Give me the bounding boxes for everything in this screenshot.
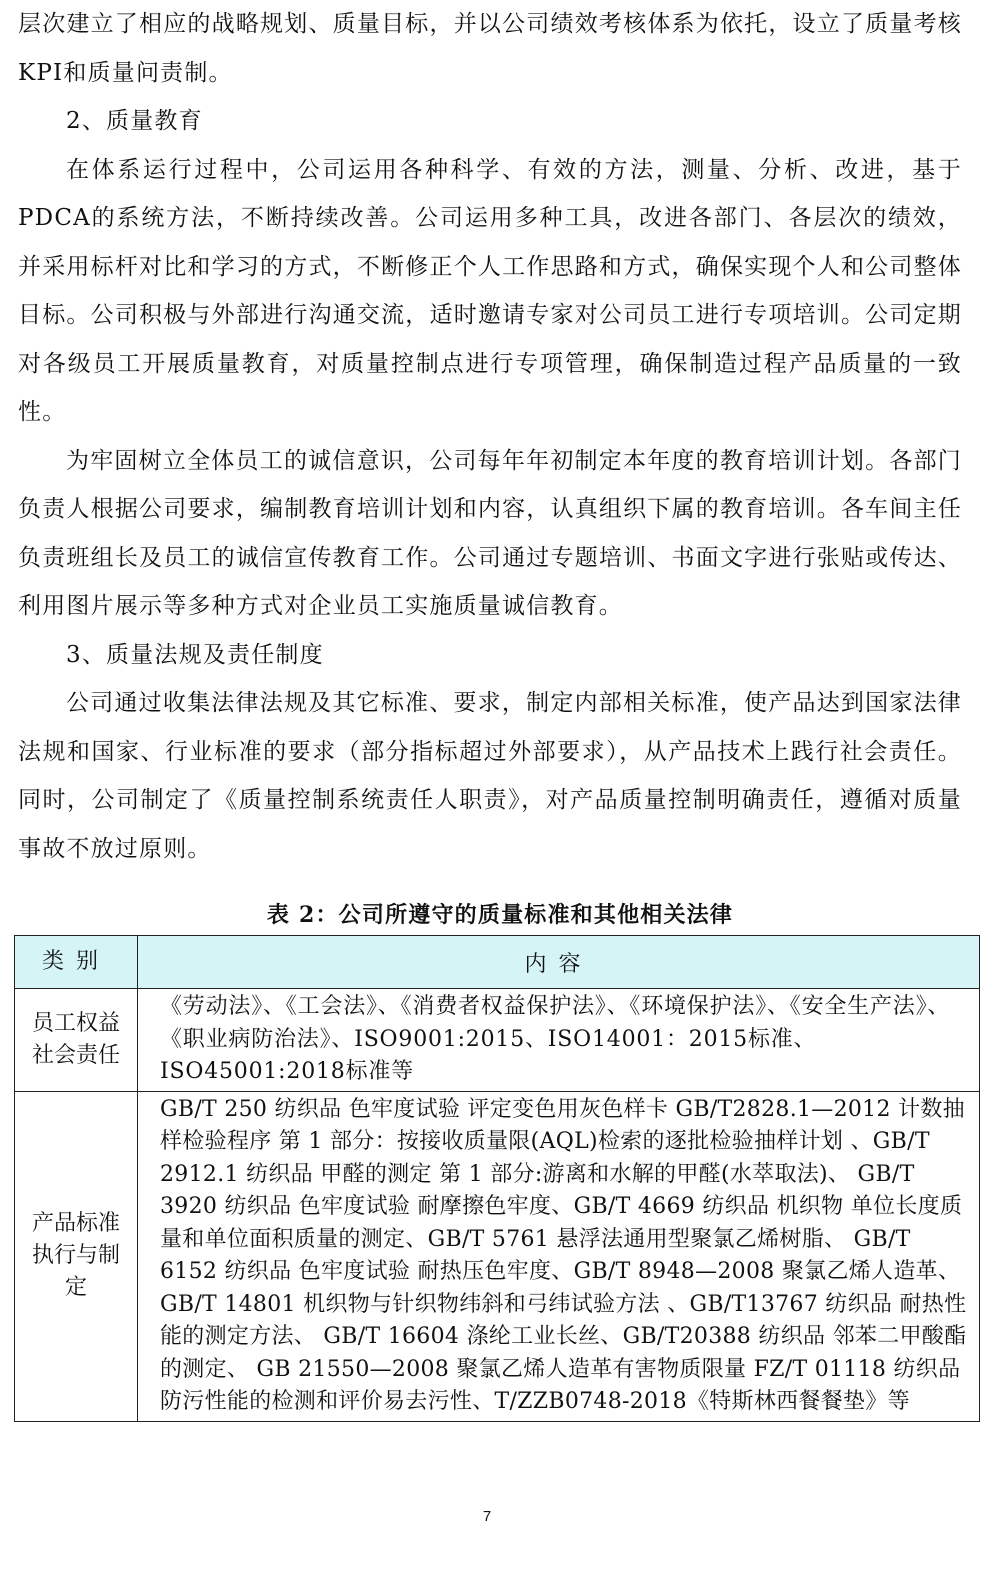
section-heading-quality-education: 2、质量教育 (66, 108, 203, 134)
paragraph-regulations: 公司通过收集法律法规及其它标准、要求，制定内部相关标准，使产品达到国家法律法规和国家、行业标准的要求（部分指标超过外部要求），从产品技术上践行社会责任。同时，公司制定了《质量控制系统责任人职责》，对产品质量控制明确责任，遵循对质量事故不放过原则。 (18, 690, 962, 862)
standards-table (14, 935, 980, 1422)
section-heading-regulations: 3、质量法规及责任制度 (66, 641, 324, 668)
category-label: 社会责任 (31, 1042, 120, 1068)
row-content-laws: 《劳动法》、《工会法》、《消费者权益保护法》、《环境保护法》、《安全生产法》、《职业病防治法》、ISO9001:2015、ISO14001：2015标准、ISO45001:2018标准等 (138, 989, 980, 1092)
table-header-row (15, 936, 980, 989)
category-label: 执行与制 (31, 1243, 120, 1268)
category-label: 定 (64, 1275, 87, 1300)
paragraph-quality-education-2: 为牢固树立全体员工的诚信意识，公司每年年初制定本年度的教育培训计划。各部门负责人根据公司要求，编制教育培训计划和内容，认真组织下属的教育培训。各车间主任负责班组长及员工的诚信宣传教育工作。公司通过专题培训、书面文字进行张贴或传达、利用图片展示等多种方式对企业员工实施质量诚信教育。 (18, 447, 962, 619)
category-label: 员工权益 (31, 1010, 120, 1036)
page-number: 7 (482, 1508, 492, 1525)
category-label: 产品标准 (31, 1211, 120, 1236)
row-category-product-standards (15, 1091, 138, 1421)
row-content-standards: GB/T 250 纺织品 色牢度试验 评定变色用灰色样卡 GB/T2828.1—2012 计数抽样检验程序 第 1 部分：按接收质量限(AQL)检索的逐批检验抽样计划 、GB/T 2912.1 纺织品 甲醛的测定 第 1 部分:游离和水解的甲醛(水萃取法)、 GB/T 3920 纺织品 色牢度试验 耐摩擦色牢度、GB/T 4669 纺织品 机织物 单位长度质量和单位面积质量的测定、GB/T 5761 悬浮法通用型聚氯乙烯树脂、 GB/T 6152 纺织品 色牢度试验 耐热压色牢度、GB/T 8948—2008 聚氯乙烯人造革、 GB/T 14801 机织物与针织物纬斜和弓纬试验方法 、GB/T13767 纺织品 耐热性能的测定方法、 GB/T 16604 涤纶工业长丝、GB/T20388 纺织品 邻苯二甲酸酯的测定、 GB 21550—2008 聚氯乙烯人造革有害物质限量 FZ/T 01118 纺织品 防污性能的检测和评价易去污性、T/ZZB0748-2018《特斯林西餐餐垫》等 (138, 1091, 980, 1421)
table-row (15, 989, 980, 1092)
header-content: 内容 (138, 936, 980, 989)
table-caption: 表 2：公司所遵守的质量标准和其他相关法律 (266, 902, 734, 928)
header-category: 类别 (15, 936, 138, 989)
document-body (18, 0, 962, 873)
row-category-employee-rights (15, 989, 138, 1092)
paragraph-intro-tail: 层次建立了相应的战略规划、质量目标，并以公司绩效考核体系为依托，设立了质量考核KPI和质量问责制。 (18, 11, 962, 86)
table-row (15, 1091, 980, 1421)
paragraph-quality-education-1: 在体系运行过程中，公司运用各种科学、有效的方法，测量、分析、改进，基于PDCA的系统方法，不断持续改善。公司运用多种工具，改进各部门、各层次的绩效，并采用标杆对比和学习的方式，不断修正个人工作思路和方式，确保实现个人和公司整体目标。公司积极与外部进行沟通交流，适时邀请专家对公司员工进行专项培训。公司定期对各级员工开展质量教育，对质量控制点进行专项管理，确保制造过程产品质量的一致性。 (18, 156, 962, 425)
